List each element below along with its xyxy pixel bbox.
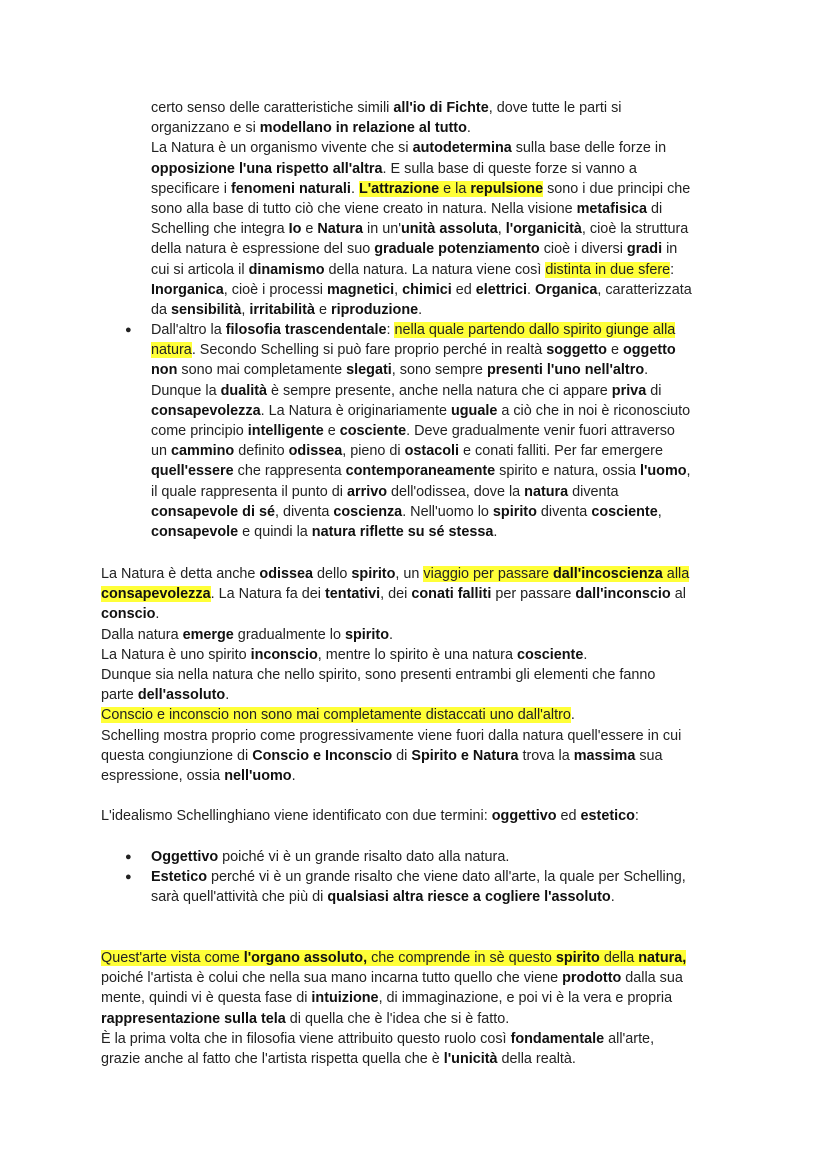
- text-run: diventa: [568, 483, 619, 500]
- bold-text: rappresentazione sulla tela: [101, 1010, 286, 1027]
- text-run: ,: [394, 281, 403, 298]
- text-line: [151, 381, 731, 401]
- text-run: poiché l'artista è colui che nella sua mano incarna tutto quello che viene: [101, 970, 563, 987]
- text-run: :: [670, 261, 675, 278]
- text-line: [151, 867, 731, 887]
- text-run: . Secondo Schelling si può fare proprio perché in realtà: [191, 342, 547, 359]
- text-run: specificare i: [151, 180, 231, 197]
- bold-text: modellano in relazione al tutto: [259, 120, 467, 137]
- bold-text: unità assoluta: [400, 221, 498, 238]
- bold-text: fondamentale: [510, 1030, 605, 1047]
- bold-text: natura: [524, 483, 569, 500]
- text-run: della natura è espressione del suo: [151, 241, 375, 258]
- text-line: [151, 461, 731, 481]
- bullet-marker: ●: [125, 871, 132, 883]
- text-run: . La Natura è originariamente: [260, 402, 451, 419]
- bullet-marker: ●: [125, 324, 132, 336]
- bold-text: oggetto: [622, 342, 676, 359]
- text-run: ,: [497, 221, 506, 238]
- text-run: all'arte,: [604, 1030, 655, 1047]
- text-run: L'idealismo Schellinghiano viene identificato con due termini:: [101, 808, 492, 824]
- bold-text: all'io di Fichte: [393, 100, 489, 116]
- bold-text: qualsiasi altra riesce a cogliere l'assoluto: [327, 889, 611, 906]
- idealismo-paragraph: [101, 806, 741, 826]
- bold-text: l'unicità: [443, 1050, 498, 1067]
- bold-text: slegati: [346, 362, 392, 379]
- text-run: sono mai completamente: [177, 362, 347, 379]
- highlighted-text: e la: [439, 180, 471, 197]
- bold-text: dualità: [220, 382, 267, 399]
- arte-paragraph: [101, 948, 741, 1069]
- text-line: [151, 118, 731, 138]
- text-run: espressione, ossia: [101, 767, 225, 784]
- bold-text: gradi: [626, 241, 663, 258]
- text-run: , caratterizzata: [597, 281, 692, 298]
- text-run: in: [662, 241, 678, 258]
- bold-text: cosciente: [516, 646, 584, 663]
- text-run: cioè i diversi: [539, 241, 627, 258]
- text-run: , cioè la struttura: [581, 221, 689, 238]
- bold-text: consapevole di sé: [151, 503, 275, 520]
- text-run: della realtà.: [497, 1050, 576, 1067]
- text-run: dalla sua: [621, 970, 683, 987]
- text-run: La Natura è un organismo vivente che si: [151, 140, 413, 157]
- text-run: e: [323, 422, 340, 439]
- text-run: definito: [234, 443, 289, 460]
- highlighted-text: Quest'arte vista come: [101, 950, 244, 966]
- text-run: della natura. La natura viene così: [324, 261, 546, 278]
- text-run: cui si articola il: [151, 261, 249, 278]
- text-run: sono alla base di tutto ciò che viene creato in natura. Nella visione: [151, 200, 577, 217]
- bold-text: l'uomo: [639, 463, 687, 480]
- text-run: Dall'altro la: [151, 322, 226, 338]
- text-line: [151, 401, 731, 421]
- bold-text: elettrici: [475, 281, 527, 298]
- text-line: [151, 340, 731, 360]
- text-run: trova la: [518, 747, 574, 764]
- text-run: ,: [241, 301, 250, 318]
- text-run: . E sulla base di queste forze si vanno a: [382, 160, 637, 177]
- text-run: .: [466, 120, 471, 137]
- bold-text: Oggettivo: [151, 849, 219, 865]
- text-run: e: [606, 342, 623, 359]
- bold-text: Io: [288, 221, 302, 238]
- text-run: Dunque sia nella natura che nello spirito, sono presenti entrambi gli elementi che fanno: [101, 666, 656, 683]
- bold-text: inconscio: [250, 646, 318, 663]
- text-line: [151, 260, 731, 280]
- bold-text: conscio: [101, 606, 156, 623]
- text-run: .: [350, 180, 359, 197]
- bold-text: dall'inconscio: [575, 586, 671, 603]
- bold-text: Estetico: [151, 869, 207, 885]
- bold-text: Spirito e Natura: [411, 747, 519, 764]
- text-line: [101, 645, 741, 665]
- bold-text: odissea: [288, 443, 343, 460]
- bold-text: coscienza: [333, 503, 403, 520]
- text-run: a ciò che in noi è riconosciuto: [497, 402, 691, 419]
- bold-text: ostacoli: [404, 443, 459, 460]
- bold-text: Conscio e Inconscio: [252, 747, 393, 764]
- text-run: ,: [686, 463, 691, 480]
- text-run: dello: [313, 566, 352, 582]
- text-run: , dei: [380, 586, 412, 603]
- text-run: che rappresenta: [233, 463, 346, 480]
- bold-text: tentativi: [324, 586, 381, 603]
- bold-text: soggetto: [546, 342, 607, 359]
- text-line: [151, 219, 731, 239]
- text-line: [101, 968, 741, 988]
- bold-text: quell'essere: [151, 463, 234, 480]
- bold-text: cosciente: [591, 503, 658, 520]
- text-line: [101, 988, 741, 1008]
- highlighted-text: dall'incoscienza: [553, 566, 663, 582]
- text-line: [101, 766, 741, 786]
- text-line: [151, 199, 731, 219]
- highlighted-text: L'attrazione: [358, 180, 440, 197]
- highlighted-text: che comprende in sè questo: [367, 950, 556, 966]
- text-run: .: [570, 707, 575, 724]
- text-line: [151, 239, 731, 259]
- text-run: sulla base delle forze in: [511, 140, 667, 157]
- text-run: perché vi è un grande risalto che viene dato all'arte, la quale per Schelling,: [206, 869, 686, 885]
- text-run: .: [526, 281, 535, 298]
- text-run: di: [646, 200, 663, 217]
- estetico-list-item: [151, 867, 731, 907]
- bold-text: odissea: [259, 566, 314, 582]
- bold-text: estetico: [580, 808, 635, 824]
- text-run: . Deve gradualmente venir fuori attraverso: [406, 422, 675, 439]
- bold-text: emerge: [182, 626, 234, 643]
- text-run: , dove tutte le parti si: [488, 100, 622, 116]
- text-line: [101, 584, 741, 604]
- natura-odissea-paragraph: [101, 564, 741, 786]
- text-run: spirito e natura, ossia: [495, 463, 640, 480]
- bold-text: contemporaneamente: [345, 463, 496, 480]
- text-run: gradualmente lo: [233, 626, 346, 643]
- text-run: , un: [395, 566, 424, 582]
- text-run: il quale rappresenta il punto di: [151, 483, 348, 500]
- bold-text: chimici: [402, 281, 452, 298]
- text-line: [101, 705, 741, 725]
- text-run: Dunque la: [151, 382, 221, 399]
- text-run: :: [386, 322, 395, 338]
- text-run: È la prima volta che in filosofia viene attribuito questo ruolo così: [101, 1030, 511, 1047]
- text-run: parte: [101, 687, 138, 704]
- text-run: in un': [363, 221, 401, 238]
- text-line: [101, 604, 741, 624]
- text-run: e conati falliti. Per far emergere: [459, 443, 663, 460]
- text-run: sono i due principi che: [543, 180, 691, 197]
- filosofia-trascendentale-bullet: [151, 320, 731, 542]
- text-run: .: [583, 646, 588, 663]
- text-run: sua: [635, 747, 663, 764]
- text-line: [101, 726, 741, 746]
- text-run: Dalla natura: [101, 626, 183, 643]
- text-run: . Nell'uomo lo: [402, 503, 493, 520]
- text-run: ,: [657, 503, 662, 520]
- text-line: [151, 441, 731, 461]
- text-run: .: [155, 606, 160, 623]
- text-run: .: [291, 767, 296, 784]
- bold-text: l'organicità: [505, 221, 582, 238]
- text-line: [151, 98, 731, 118]
- text-line: [101, 685, 741, 705]
- text-run: è sempre presente, anche nella natura che ci appare: [267, 382, 612, 399]
- text-line: [101, 665, 741, 685]
- bold-text: opposizione l'una rispetto all'altra: [151, 160, 383, 177]
- highlighted-text: consapevolezza: [101, 586, 211, 603]
- bold-text: natura riflette su sé stessa: [311, 523, 494, 540]
- bold-text: magnetici: [326, 281, 395, 298]
- bold-text: spirito: [351, 566, 396, 582]
- bold-text: cammino: [171, 443, 235, 460]
- text-run: da: [151, 301, 172, 318]
- bold-text: uguale: [450, 402, 498, 419]
- text-run: , cioè i processi: [223, 281, 327, 298]
- text-run: La Natura è uno spirito: [101, 646, 251, 663]
- bold-text: autodetermina: [412, 140, 512, 157]
- text-run: diventa: [536, 503, 592, 520]
- text-run: un: [151, 443, 172, 460]
- highlighted-text: distinta in due sfere: [545, 261, 671, 278]
- bold-text: massima: [573, 747, 636, 764]
- text-run: .: [225, 687, 230, 704]
- highlighted-text: natura: [151, 342, 192, 359]
- text-run: e: [314, 301, 331, 318]
- text-run: organizzano e si: [151, 120, 260, 137]
- text-line: [101, 564, 741, 584]
- bold-text: non: [151, 362, 178, 379]
- bold-text: cosciente: [339, 422, 407, 439]
- text-run: , di immaginazione, e poi vi è la vera e propria: [378, 990, 673, 1007]
- text-run: , mentre lo spirito è una natura: [317, 646, 517, 663]
- bold-text: prodotto: [562, 970, 622, 987]
- text-run: .: [644, 362, 649, 379]
- text-line: [151, 179, 731, 199]
- text-line: [151, 159, 731, 179]
- bold-text: irritabilità: [249, 301, 315, 318]
- text-line: [101, 1009, 741, 1029]
- bold-text: presenti l'uno nell'altro: [486, 362, 645, 379]
- bold-text: consapevolezza: [151, 402, 261, 419]
- text-run: , sono sempre: [391, 362, 487, 379]
- text-run: ed: [451, 281, 476, 298]
- text-run: .: [493, 523, 498, 540]
- highlighted-text: della: [599, 950, 639, 966]
- text-run: certo senso delle caratteristiche simili: [151, 100, 394, 116]
- highlighted-text: repulsione: [470, 180, 544, 197]
- text-run: La Natura è detta anche: [101, 566, 260, 582]
- bold-text: Natura: [317, 221, 363, 238]
- bold-text: intuizione: [311, 990, 379, 1007]
- bold-text: consapevole: [151, 523, 239, 540]
- text-line: [101, 746, 741, 766]
- natura-organism-paragraph: [151, 98, 731, 320]
- bold-text: metafisica: [576, 200, 647, 217]
- text-line: [151, 421, 731, 441]
- highlighted-text: alla: [662, 566, 690, 582]
- text-line: [151, 887, 731, 907]
- bold-text: dell'assoluto: [137, 687, 226, 704]
- text-run: sarà quell'attività che più di: [151, 889, 328, 906]
- text-run: per passare: [491, 586, 576, 603]
- bold-text: intelligente: [247, 422, 324, 439]
- bold-text: arrivo: [347, 483, 388, 500]
- bold-text: nell'uomo: [224, 767, 292, 784]
- text-line: [151, 482, 731, 502]
- bold-text: priva: [611, 382, 647, 399]
- bold-text: dinamismo: [248, 261, 325, 278]
- text-line: [151, 320, 731, 340]
- bold-text: spirito: [492, 503, 537, 520]
- bold-text: fenomeni naturali: [230, 180, 351, 197]
- bold-text: graduale potenziamento: [374, 241, 540, 258]
- text-line: [101, 625, 741, 645]
- text-run: .: [418, 301, 423, 318]
- text-run: poiché vi è un grande risalto dato alla natura.: [218, 849, 510, 865]
- highlighted-text: l'organo assoluto,: [243, 950, 368, 966]
- text-run: e: [301, 221, 318, 238]
- text-run: questa congiunzione di: [101, 747, 253, 764]
- bold-text: Organica: [534, 281, 598, 298]
- text-run: ed: [556, 808, 581, 824]
- text-run: come principio: [151, 422, 248, 439]
- bold-text: Inorganica: [151, 281, 224, 298]
- bold-text: sensibilità: [171, 301, 242, 318]
- text-run: e quindi la: [238, 523, 312, 540]
- text-line: [151, 300, 731, 320]
- bold-text: riproduzione: [330, 301, 419, 318]
- text-run: :: [634, 808, 639, 824]
- bullet-marker: ●: [125, 851, 132, 863]
- text-line: [151, 360, 731, 380]
- text-line: [101, 948, 741, 968]
- text-line: [151, 280, 731, 300]
- highlighted-text: nella quale partendo dallo spirito giunge alla: [394, 322, 676, 338]
- text-run: Schelling che integra: [151, 221, 289, 238]
- highlighted-text: spirito: [555, 950, 600, 966]
- text-line: [101, 806, 741, 826]
- bold-text: filosofia trascendentale: [225, 322, 387, 338]
- text-run: Schelling mostra proprio come progressivamente viene fuori dalla natura quell'essere in cui: [101, 727, 682, 744]
- text-line: [101, 1029, 741, 1049]
- bold-text: conati falliti: [411, 586, 492, 603]
- highlighted-text: natura,: [638, 950, 687, 966]
- text-run: di quella che è l'idea che si è fatto.: [285, 1010, 510, 1027]
- text-run: di: [392, 747, 412, 764]
- text-run: .: [610, 889, 615, 906]
- highlighted-text: Conscio e inconscio non sono mai completamente distaccati uno dall'altro: [101, 707, 571, 724]
- text-line: [151, 847, 731, 867]
- text-run: di: [646, 382, 662, 399]
- text-run: al: [670, 586, 686, 603]
- text-run: mente, quindi vi è questa fase di: [101, 990, 312, 1007]
- bold-text: spirito: [345, 626, 389, 643]
- text-run: grazie anche al fatto che l'artista rispetta quella che è: [101, 1050, 444, 1067]
- text-run: . La Natura fa dei: [210, 586, 325, 603]
- text-run: , diventa: [274, 503, 334, 520]
- text-line: [151, 138, 731, 158]
- text-line: [151, 502, 731, 522]
- text-run: dell'odissea, dove la: [387, 483, 525, 500]
- text-line: [101, 1049, 741, 1069]
- text-run: .: [389, 626, 393, 643]
- text-run: , pieno di: [342, 443, 405, 460]
- text-line: [151, 522, 731, 542]
- highlighted-text: viaggio per passare: [423, 566, 554, 582]
- oggettivo-list-item: [151, 847, 731, 867]
- bold-text: oggettivo: [491, 808, 557, 824]
